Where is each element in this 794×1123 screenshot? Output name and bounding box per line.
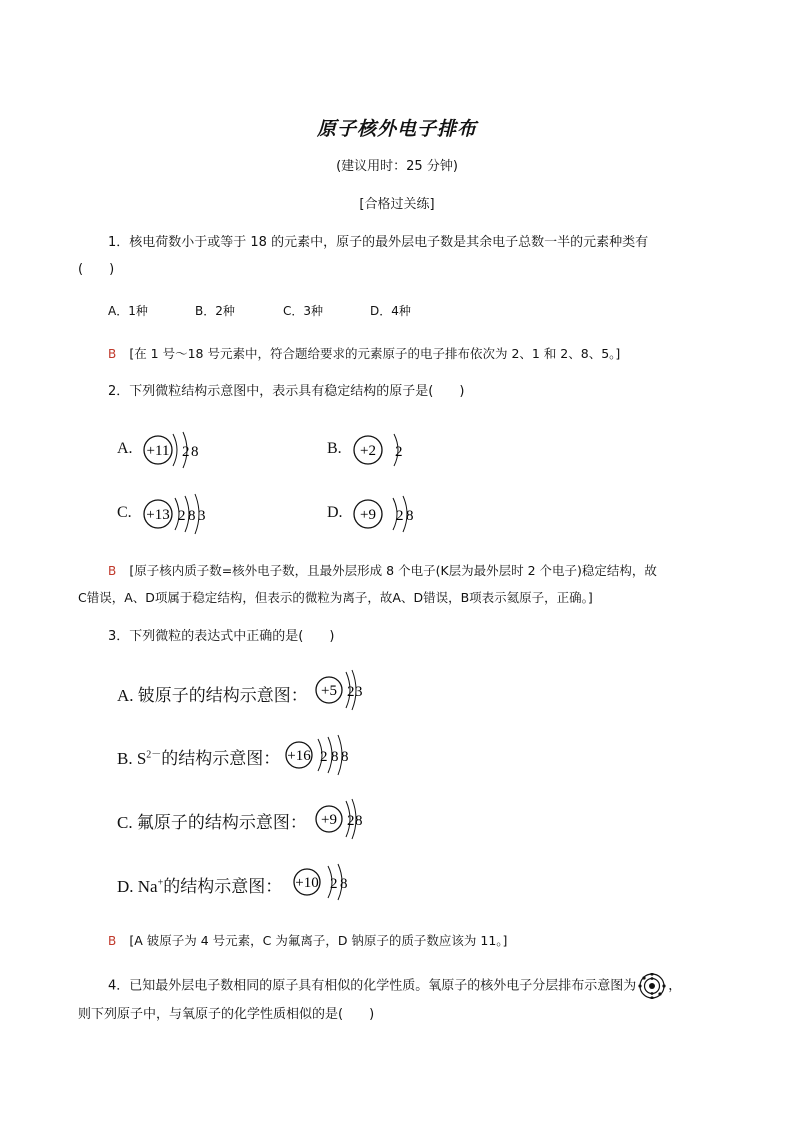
q2-option-a-label: A.: [117, 440, 133, 457]
q2-c-shell-1: 2: [178, 508, 186, 524]
q1-answer-letter: B: [108, 347, 117, 361]
q1-stem-line2: ( ): [78, 262, 115, 277]
q2-b-nucleus: +2: [360, 443, 376, 459]
q3-b-shell-2: 8: [331, 749, 339, 765]
q2-option-c-diagram: [140, 492, 230, 536]
q2-c-shell-2: 8: [188, 508, 196, 524]
q4-stem-text: 4．已知最外层电子数相同的原子具有相似的化学性质。氧原子的核外电子分层排布示意图为: [108, 978, 637, 994]
oxygen-electron-diagram-icon: [637, 973, 667, 999]
q2-a-nucleus: +11: [146, 443, 170, 459]
q2-a-shell-2: 8: [191, 444, 199, 460]
q3-a-shell-1: 2: [347, 684, 355, 700]
q1-stem-line1: 1．核电荷数小于或等于 18 的元素中，原子的最外层电子数是其余电子总数一半的元素种类有: [108, 235, 649, 250]
q1-option-d: D．4种: [370, 304, 411, 318]
q2-answer-letter: B: [108, 564, 117, 578]
q3-option-d-text: [117, 872, 282, 897]
q3-answer-text: [A 铍原子为 4 号元素，C 为氟离子，D 钠原子的质子数应该为 11。]: [129, 933, 508, 948]
q2-answer-line1: [108, 560, 657, 579]
q3-b-nucleus: +16: [287, 748, 311, 764]
q3-answer-letter: B: [108, 934, 117, 948]
q3-b-prefix: B. S: [117, 749, 147, 768]
q3-option-a-text: A. 铍原子的结构示意图：: [117, 686, 308, 705]
q3-d-charge: +: [157, 877, 164, 889]
q2-a-shell-1: 2: [182, 444, 190, 460]
q3-d-shell-2: 8: [340, 876, 348, 892]
q3-option-a-diagram: [312, 668, 382, 712]
q2-option-b-label: B.: [327, 440, 342, 457]
q2-d-shell-1: 2: [396, 508, 404, 524]
time-suggestion: (建议用时：25 分钟): [336, 159, 458, 174]
q3-d-suffix: 的结构示意图：: [163, 877, 283, 896]
q2-d-nucleus: +9: [360, 507, 376, 523]
q3-b-shell-1: 2: [320, 749, 328, 765]
q3-option-b-diagram: [282, 733, 362, 777]
q1-option-c: C．3种: [283, 304, 324, 318]
q2-option-d-diagram: [350, 492, 430, 536]
page-title: 原子核外电子排布: [316, 118, 477, 140]
q3-stem: 3．下列微粒的表达式中正确的是( ): [108, 629, 335, 644]
q3-answer: [108, 930, 507, 949]
q1-option-a: A．1种: [108, 304, 148, 318]
q2-stem: 2．下列微粒结构示意图中，表示具有稳定结构的原子是( ): [108, 384, 465, 399]
q2-answer-text-1: [原子核内质子数=核外电子数，且最外层形成 8 个电子(K层为最外层时 2 个电子)稳定结构，故: [129, 563, 657, 578]
q4-stem-comma: ，: [668, 978, 682, 994]
q3-d-shell-1: 2: [330, 876, 338, 892]
q2-option-a-diagram: [140, 428, 230, 472]
q2-c-nucleus: +13: [146, 507, 170, 523]
q3-option-c-text: C. 氟原子的结构示意图：: [117, 813, 307, 832]
q3-c-shell-1: 2: [347, 813, 355, 829]
q2-answer-line2: C错误，A、D项属于稳定结构，但表示的微粒为离子，故A、D错误，B项表示氦原子，正确。]: [78, 590, 593, 605]
q1-answer-text: [在 1 号～18 号元素中，符合题给要求的元素原子的电子排布依次为 2、1 和 2、8、5。]: [129, 346, 621, 361]
q3-a-shell-2: 3: [355, 684, 363, 700]
q2-option-d-label: D.: [327, 504, 343, 521]
q3-option-c-diagram: [312, 797, 382, 841]
q1-option-b: B．2种: [195, 304, 235, 318]
q2-c-shell-3: 3: [198, 508, 206, 524]
q4-stem-line2: 则下列原子中，与氧原子的化学性质相似的是( ): [78, 1007, 375, 1022]
q3-option-d-diagram: [290, 860, 370, 904]
q3-a-nucleus: +5: [321, 683, 337, 699]
q2-b-shell-1: 2: [395, 444, 403, 460]
q3-d-nucleus: +10: [295, 875, 319, 891]
section-heading: [合格过关练]: [359, 197, 435, 212]
q3-option-b-text: [117, 744, 280, 769]
q1-answer: [108, 343, 620, 362]
q3-d-prefix: D. Na: [117, 877, 158, 896]
q2-d-shell-2: 8: [406, 508, 414, 524]
q3-c-shell-2: 8: [355, 813, 363, 829]
q3-b-charge: 2－: [146, 749, 162, 761]
q3-c-nucleus: +9: [321, 812, 337, 828]
q3-b-suffix: 的结构示意图：: [161, 749, 281, 768]
q2-option-c-label: C.: [117, 504, 132, 521]
q3-b-shell-3: 8: [341, 749, 349, 765]
q4-stem-line1: [108, 973, 681, 999]
q2-option-b-diagram: [350, 428, 420, 472]
